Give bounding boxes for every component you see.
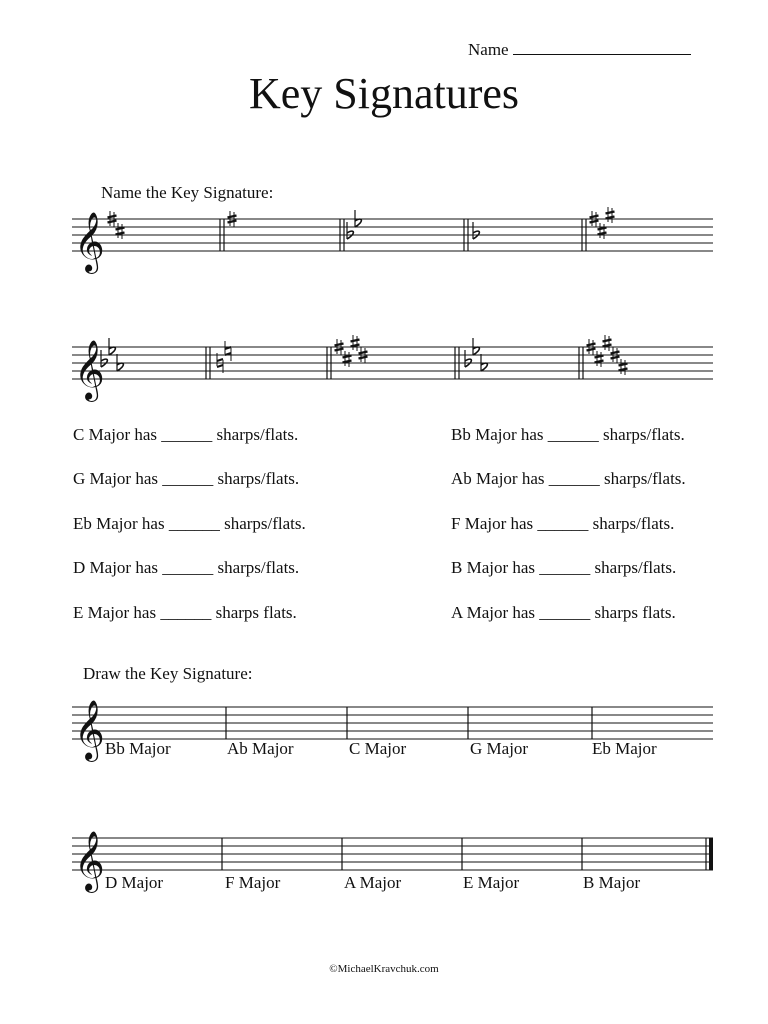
staff-label: A Major: [344, 873, 402, 892]
sharp-icon: [595, 351, 604, 367]
sharp-icon: [351, 335, 360, 351]
staff-label: Bb Major: [105, 739, 171, 758]
staff-label: E Major: [463, 873, 520, 892]
flat-icon: [473, 222, 479, 239]
treble-clef-icon: 𝄞: [74, 212, 105, 272]
final-bar-thick: [709, 838, 713, 870]
section-heading-name: Name the Key Signature:: [101, 183, 274, 202]
treble-clef-icon: 𝄞: [74, 340, 105, 400]
staff-label: D Major: [105, 873, 164, 892]
copyright-footer: ©MichaelKravchuk.com: [329, 963, 439, 975]
page-title: Key Signatures: [248, 69, 520, 118]
flat-icon: [347, 222, 353, 239]
natural-icon: [225, 341, 231, 361]
name-blank-line[interactable]: [513, 40, 691, 55]
name-field: [468, 40, 691, 60]
question-left-4: D Major has ______ sharps/flats.: [73, 558, 300, 577]
staff-label: C Major: [349, 739, 407, 758]
question-right-4: B Major has ______ sharps/flats.: [451, 558, 677, 577]
sharp-icon: [603, 335, 612, 351]
staff-label: Eb Major: [592, 739, 657, 758]
flat-icon: [465, 350, 471, 367]
question-left-5: E Major has ______ sharps flats.: [73, 603, 297, 622]
staff-label: G Major: [470, 739, 529, 758]
sharp-icon: [598, 223, 607, 239]
treble-clef-icon: 𝄞: [74, 700, 105, 760]
question-left-2: G Major has ______ sharps/flats.: [73, 469, 300, 488]
sharp-icon: [619, 359, 628, 375]
staff-label: B Major: [583, 873, 641, 892]
treble-clef-icon: 𝄞: [74, 831, 105, 891]
question-left-1: C Major has ______ sharps/flats.: [73, 425, 299, 444]
staff-name-row-2: [0, 328, 768, 398]
sharp-icon: [343, 351, 352, 367]
question-right-3: F Major has ______ sharps/flats.: [451, 514, 675, 533]
question-left-3: Eb Major has ______ sharps/flats.: [73, 514, 306, 533]
name-label: Name: [468, 40, 509, 59]
question-right-2: Ab Major has ______ sharps/flats.: [451, 469, 686, 488]
staff-label: Ab Major: [227, 739, 294, 758]
sharp-icon: [606, 207, 615, 223]
section-heading-draw: Draw the Key Signature:: [83, 664, 253, 683]
question-right-1: Bb Major has ______ sharps/flats.: [451, 425, 685, 444]
question-right-5: A Major has ______ sharps flats.: [451, 603, 676, 622]
staff-name-row-1: [0, 200, 768, 270]
sharp-icon: [116, 223, 125, 239]
staff-label: F Major: [225, 873, 281, 892]
